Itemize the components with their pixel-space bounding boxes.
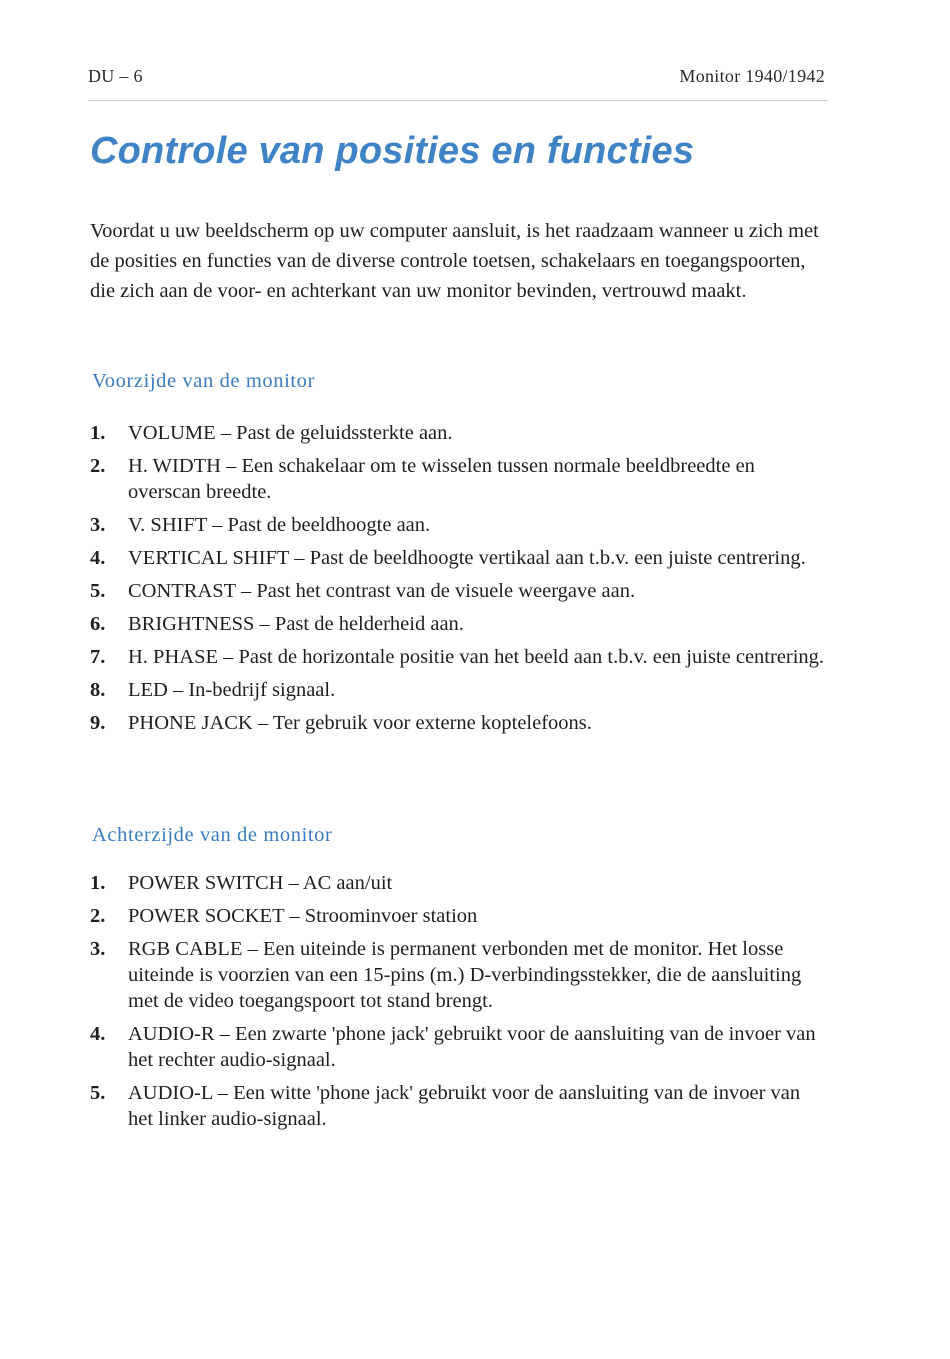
header-divider <box>88 100 828 101</box>
page-title: Controle van posities en functies <box>90 130 695 172</box>
list-item: 3. RGB CABLE – Een uiteinde is permanent verbonden met de monitor. Het losse uiteinde is voorzien van een 15-pins (m.) D-verbindingsstekker, die de aansluiting met de video toegangspoort tot stand brengt. <box>90 938 802 1012</box>
list-item: 3. V. SHIFT – Past de beeldhoogte aan. <box>90 514 431 536</box>
list-item: 2. H. WIDTH – Een schakelaar om te wisselen tussen normale beeldbreedte en overscan breedte. <box>90 455 755 503</box>
list-item: 1. VOLUME – Past de geluidssterkte aan. <box>90 422 453 444</box>
list-item: 5. AUDIO-L – Een witte 'phone jack' gebruikt voor de aansluiting van de invoer van het linker audio-signaal. <box>90 1082 801 1130</box>
list-item: 6. BRIGHTNESS – Past de helderheid aan. <box>90 613 464 635</box>
list-item: 9. PHONE JACK – Ter gebruik voor externe koptelefoons. <box>90 712 592 734</box>
front-controls-list <box>90 420 830 743</box>
back-connectors-list <box>90 870 830 1139</box>
product-name: Monitor 1940/1942 <box>679 66 825 86</box>
list-item: 4. VERTICAL SHIFT – Past de beeldhoogte vertikaal aan t.b.v. een juiste centrering. <box>90 547 806 569</box>
back-section-heading: Achterzijde van de monitor <box>92 824 333 846</box>
list-item: 5. CONTRAST – Past het contrast van de visuele weergave aan. <box>90 580 636 602</box>
list-item: 4. AUDIO-R – Een zwarte 'phone jack' gebruikt voor de aansluiting van de invoer van het rechter audio-signaal. <box>90 1023 816 1071</box>
list-item: 7. H. PHASE – Past de horizontale positie van het beeld aan t.b.v. een juiste centrering. <box>90 646 825 668</box>
page-number: DU – 6 <box>88 66 143 86</box>
front-section-heading: Voorzijde van de monitor <box>92 370 315 392</box>
intro-paragraph: Voordat u uw beeldscherm op uw computer aansluit, is het raadzaam wanneer u zich met de posities en functies van de diverse controle toetsen, schakelaars en toegangspoorten, die zich aan de voor- en achterkant van uw monitor bevinden, vertrouwd maakt. <box>90 220 819 302</box>
list-item: 2. POWER SOCKET – Stroominvoer station <box>90 905 478 927</box>
list-item: 1. POWER SWITCH – AC aan/uit <box>90 872 393 894</box>
list-item: 8. LED – In-bedrijf signaal. <box>90 679 336 701</box>
running-header <box>88 66 825 87</box>
